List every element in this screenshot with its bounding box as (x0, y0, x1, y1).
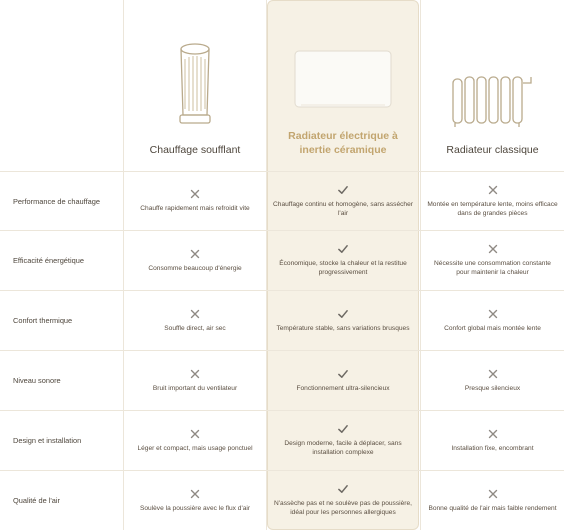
cross-icon (190, 189, 200, 199)
table-cell (124, 351, 266, 410)
row-label: Efficacité énergétique (13, 256, 84, 265)
cross-icon (488, 309, 498, 319)
classic-radiator-icon (451, 37, 535, 127)
table-cell (421, 411, 564, 470)
column-title: Radiateur classique (446, 144, 539, 156)
row-label: Design et installation (13, 436, 82, 445)
table-cell (421, 231, 564, 290)
column-header-soufflant (124, 0, 266, 171)
cell-text: Design moderne, facile à déplacer, sans installation complexe (284, 440, 402, 456)
table-cell (267, 471, 419, 530)
cross-icon (190, 369, 200, 379)
table-row (0, 351, 564, 410)
cell-text: Température stable, sans variations brusques (276, 324, 410, 332)
table-cell (421, 172, 564, 230)
check-icon (338, 369, 348, 379)
cross-icon (190, 249, 200, 259)
check-icon (338, 484, 348, 494)
cross-icon (190, 429, 200, 439)
cell-text: Économique, stocke la chaleur et la restitue progressivement (279, 260, 407, 276)
cell-text: Presque silencieux (464, 384, 521, 392)
table-cell (124, 172, 266, 230)
table-cell (421, 471, 564, 530)
table-cell (267, 351, 419, 410)
table-row (0, 411, 564, 470)
cell-text: Souffle direct, air sec (164, 324, 226, 332)
cell-text: N'assèche pas et ne soulève pas de poussière, idéal pour les personnes allergiques (274, 500, 412, 516)
cell-text: Montée en température lente, moins efficace dans de grandes pièces (427, 200, 558, 217)
row-label: Performance de chauffage (13, 196, 100, 206)
column-title: Chauffage soufflant (149, 144, 241, 156)
check-icon (338, 185, 348, 195)
check-icon (338, 424, 348, 434)
column-header-classique (421, 0, 564, 171)
check-icon (338, 309, 348, 319)
cell-text: Confort global mais montée lente (444, 324, 541, 332)
row-label: Niveau sonore (13, 376, 61, 385)
table-cell (421, 351, 564, 410)
cell-text: Consomme beaucoup d'énergie (148, 264, 242, 272)
table-cell (124, 231, 266, 290)
cross-icon (488, 489, 498, 499)
cross-icon (488, 429, 498, 439)
cross-icon (488, 369, 498, 379)
cell-text: Chauffe rapidement mais refroidit vite (140, 205, 250, 212)
table-row (0, 172, 564, 230)
table-cell (267, 291, 419, 350)
table-cell (124, 411, 266, 470)
table-cell (267, 411, 419, 470)
table-cell (267, 231, 419, 290)
cross-icon (190, 489, 200, 499)
table-row (0, 471, 564, 530)
table-row (0, 291, 564, 350)
cell-text: Chauffage continu et homogène, sans assécher l'air (273, 200, 413, 217)
cross-icon (488, 244, 498, 254)
cross-icon (190, 309, 200, 319)
table-cell (421, 291, 564, 350)
table-cell (124, 291, 266, 350)
cell-text: Installation fixe, encombrant (451, 444, 534, 452)
column-header-inertie-ceramique (267, 0, 419, 171)
table-cell (267, 172, 419, 230)
ceramic-panel-radiator-icon (293, 23, 393, 113)
cell-text: Bruit important du ventilateur (152, 384, 238, 392)
tower-fan-heater-icon (175, 37, 215, 127)
check-icon (338, 244, 348, 254)
row-label: Confort thermique (13, 316, 73, 325)
table-cell (124, 471, 266, 530)
cell-text: Léger et compact, mais usage ponctuel (137, 444, 253, 452)
column-title: Radiateur électrique à inertie céramique (288, 130, 398, 156)
cell-text: Fonctionnement ultra-silencieux (296, 384, 390, 392)
cross-icon (488, 185, 498, 195)
table-row (0, 231, 564, 290)
cell-text: Soulève la poussière avec le flux d'air (139, 504, 251, 512)
cell-text: Nécessite une consommation constante pour maintenir la chaleur (434, 260, 551, 276)
row-label: Qualité de l'air (13, 496, 61, 505)
cell-text: Bonne qualité de l'air mais faible rendement (428, 504, 557, 512)
